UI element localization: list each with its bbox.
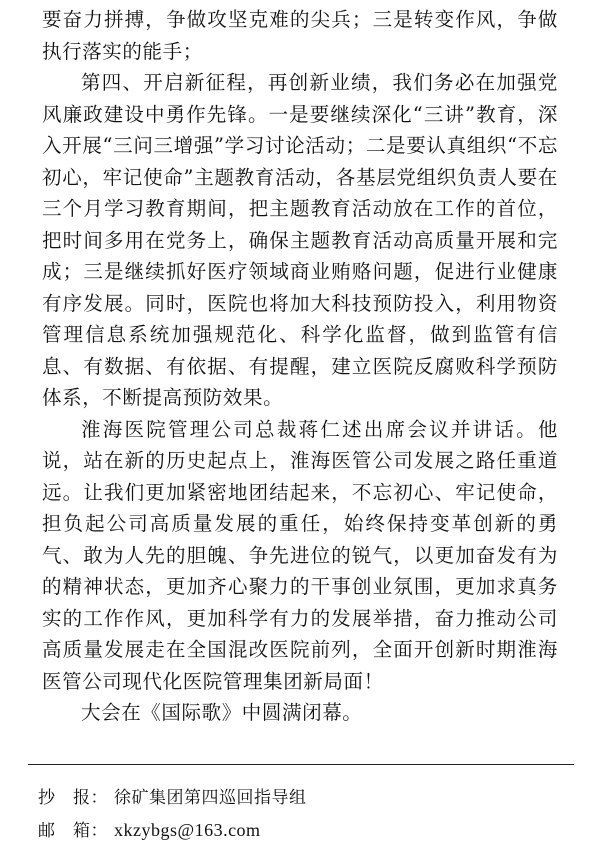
paragraph-closing: 大会在《国际歌》中圆满闭幕。 (81, 701, 363, 724)
email-row (38, 814, 558, 846)
document-body (42, 4, 558, 729)
paragraph-fourth-point: 第四、开启新征程，再创新业绩，我们务必在加强党风廉政建设中勇作先锋。一是要继续深化“三讲”教育，深入开展“三问三增强”学习讨论活动；二是要认真组织“不忘初心，牢记使命”主题教育活动，各基层党组织负责人要在三个月学习教育期间，把主题教育活动放在工作的首位，把时间多用在党务上，确保主题教育活动高质量开展和完成；三是继续抓好医疗领域商业贿赂问题，促进行业健康有序发展。同时，医院也将加大科技预防投入，利用物资管理信息系统加强规范化、科学化监督，做到监管有信息、有数据、有依据、有提醒，建立医院反腐败科学预防体系，不断提高预防效果。 (42, 71, 558, 409)
cc-value: 徐矿集团第四巡回指导组 (114, 788, 307, 808)
email-value: xkzybgs@163.com (114, 820, 261, 840)
paragraph-president-speech: 淮海医院管理公司总裁蒋仁述出席会议并讲话。他说，站在新的历史起点上，淮海医管公司发展之路任重道远。让我们更加紧密地团结起来，不忘初心、牢记使命，担负起公司高质量发展的重任，始终保持变革创新的勇气、敢为人先的胆魄、争先进位的锐气，以更加奋发有为的精神状态，更加齐心聚力的干事创业氛围，更加求真务实的工作作风，更加科学有力的发展举措，奋力推动公司高质量发展走在全国混改医院前列，全面开创新时期淮海医管公司现代化医院管理集团新局面！ (42, 417, 558, 693)
email-label: 邮 箱： (38, 821, 108, 841)
footer-divider (28, 764, 574, 765)
document-footer (38, 782, 558, 846)
paragraph-continued: 要奋力拼搏，争做攻坚克难的尖兵；三是转变作风，争做执行落实的能手； (42, 8, 558, 63)
cc-row (38, 782, 558, 814)
cc-label: 抄 报： (38, 788, 108, 808)
